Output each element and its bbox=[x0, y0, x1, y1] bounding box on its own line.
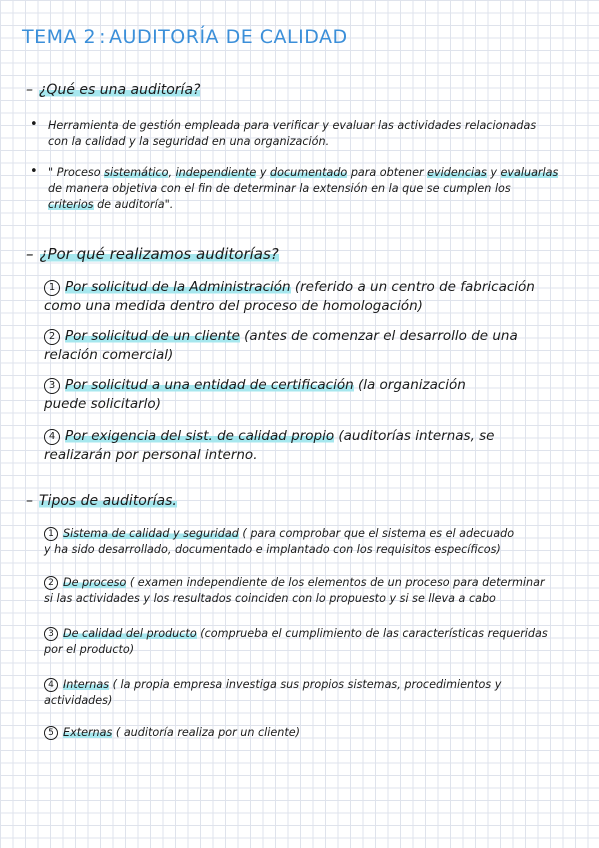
highlight: Externas bbox=[63, 726, 113, 739]
highlight: evaluarlas bbox=[500, 166, 559, 179]
text-line: " Proceso sistemático, independiente y documentado para obtener evidencias y evaluarlas bbox=[48, 166, 559, 179]
list-item-type-3: 3 De calidad del producto (comprueba el cumplimiento de las características requeridas por el producto) bbox=[44, 627, 548, 656]
title-topic: TEMA 2 bbox=[22, 26, 97, 48]
list-item-reason-4: 4 Por exigencia del sist. de calidad propio (auditorías internas, se realizarán por personal interno. bbox=[44, 428, 495, 463]
page-title bbox=[22, 26, 348, 48]
list-item-type-1: 1 Sistema de calidad y seguridad ( para comprobar que el sistema es el adecuado y ha sido desarrollado, documentado e implantado con los requisitos específicos) bbox=[44, 527, 515, 556]
number-badge: 4 bbox=[44, 429, 60, 445]
highlight: evidencias bbox=[427, 166, 487, 179]
number-badge: 5 bbox=[44, 726, 58, 740]
highlight: Sistema de calidad y seguridad bbox=[63, 527, 239, 540]
highlight: Por solicitud de la Administración bbox=[65, 279, 291, 295]
highlight: Internas bbox=[63, 678, 110, 691]
title-subject: AUDITORÍA DE CALIDAD bbox=[109, 26, 348, 48]
number-badge: 4 bbox=[44, 678, 58, 692]
number-badge: 1 bbox=[44, 280, 60, 296]
highlight: Por solicitud de un cliente bbox=[65, 328, 240, 344]
list-item-type-2: 2 De proceso ( examen independiente de los elementos de un proceso para determinar si las actividades y los resultados coinciden con lo propuesto y si se lleva a cabo bbox=[44, 576, 545, 605]
paragraph-definition-1 bbox=[48, 118, 536, 150]
highlight: De calidad del producto bbox=[63, 627, 197, 640]
list-item-reason-3: 3 Por solicitud a una entidad de certificación (la organización puede solicitarlo) bbox=[44, 377, 466, 412]
list-item-type-5: 5 Externas ( auditoría realiza por un cliente) bbox=[44, 725, 300, 741]
list-item-reason-1: 1 Por solicitud de la Administración (referido a un centro de fabricación como una medida dentro del proceso de homologación) bbox=[44, 279, 535, 314]
highlight: independiente bbox=[175, 166, 257, 179]
highlight: sistemático bbox=[104, 166, 169, 179]
number-badge: 3 bbox=[44, 627, 58, 641]
heading-text: Tipos de auditorías. bbox=[39, 493, 177, 509]
title-colon: : bbox=[99, 26, 107, 48]
bullet-dot: • bbox=[30, 164, 38, 179]
number-badge: 2 bbox=[44, 329, 60, 345]
text-line: Herramienta de gestión empleada para verificar y evaluar las actividades relacionadas bbox=[48, 119, 537, 132]
list-item-type-4: 4 Internas ( la propia empresa investiga sus propios sistemas, procedimientos y actividades) bbox=[44, 678, 502, 707]
text-line: de manera objetiva con el fin de determinar la extensión en la que se cumplen los bbox=[48, 182, 511, 195]
section-heading-por-que: – ¿Por qué realizamos auditorías? bbox=[26, 245, 279, 263]
section-heading-que-es: – ¿Qué es una auditoría? bbox=[26, 82, 201, 98]
highlight: Por solicitud a una entidad de certificación bbox=[65, 377, 354, 393]
text-line: criterios de auditoría". bbox=[48, 198, 174, 211]
bullet-dot: • bbox=[30, 117, 38, 132]
highlight: De proceso bbox=[63, 576, 127, 589]
heading-text: ¿Por qué realizamos auditorías? bbox=[39, 245, 279, 263]
highlight: documentado bbox=[270, 166, 348, 179]
highlight: Por exigencia del sist. de calidad propio bbox=[65, 428, 335, 444]
heading-text: ¿Qué es una auditoría? bbox=[39, 82, 201, 98]
section-heading-tipos: – Tipos de auditorías. bbox=[26, 493, 177, 509]
number-badge: 2 bbox=[44, 576, 58, 590]
number-badge: 3 bbox=[44, 378, 60, 394]
list-item-reason-2: 2 Por solicitud de un cliente (antes de comenzar el desarrollo de una relación comercial) bbox=[44, 328, 518, 363]
highlight: criterios bbox=[48, 198, 94, 211]
paragraph-definition-2 bbox=[48, 165, 558, 213]
text-line: con la calidad y la seguridad en una organización. bbox=[48, 135, 330, 148]
number-badge: 1 bbox=[44, 527, 58, 541]
